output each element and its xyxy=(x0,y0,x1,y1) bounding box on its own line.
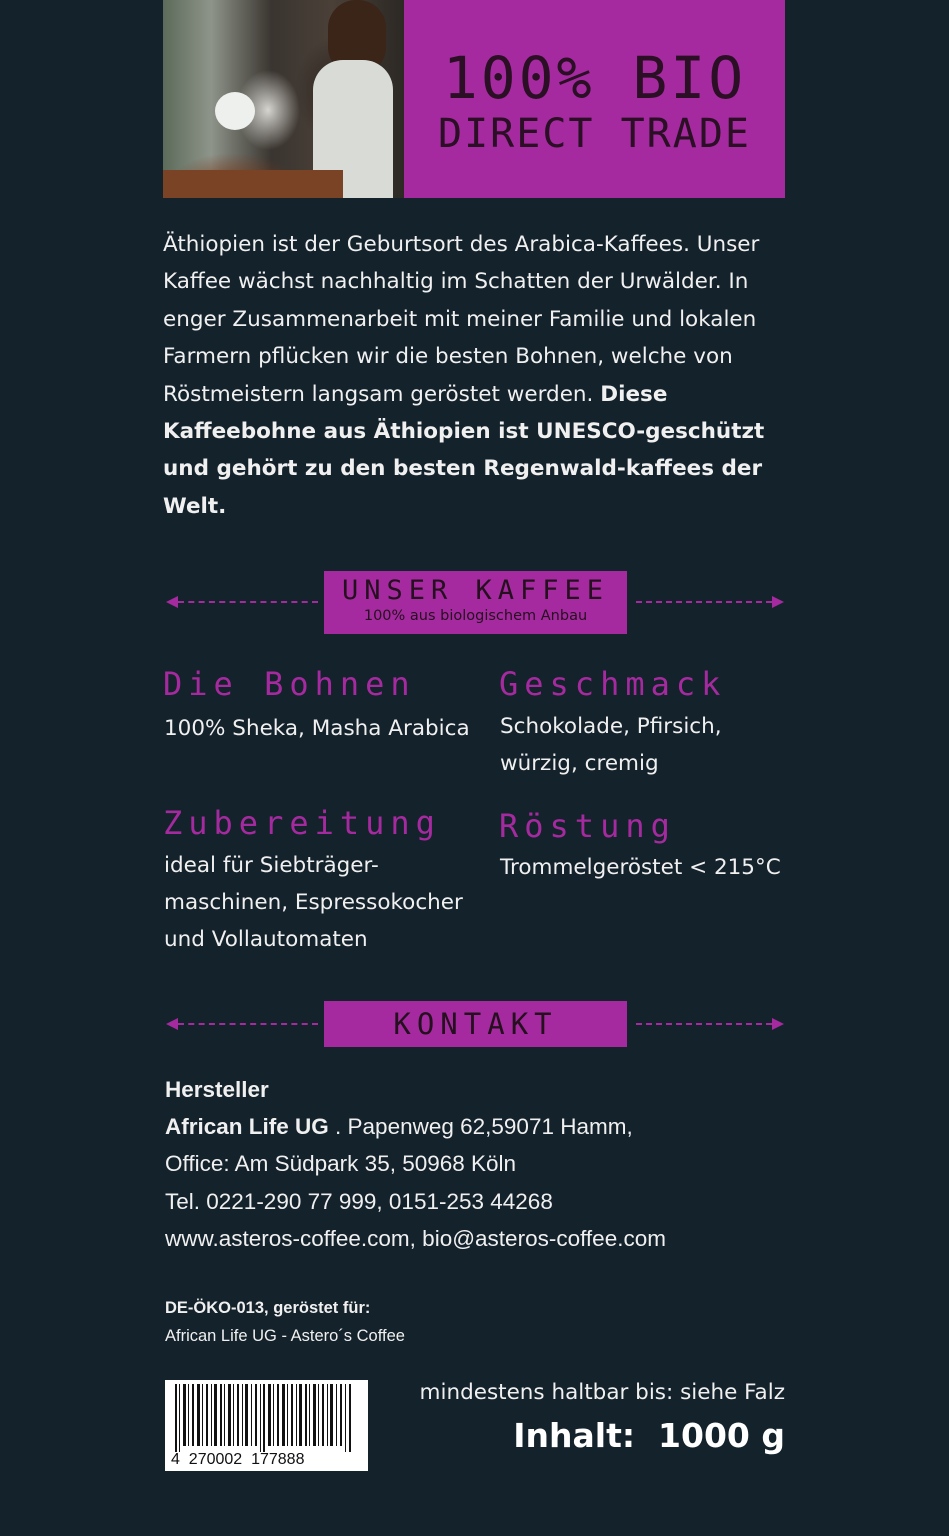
intro-paragraph xyxy=(163,226,785,525)
best-before-text: mindestens haltbar bis: siehe Falz xyxy=(419,1380,785,1405)
dashed-divider-left xyxy=(178,601,318,605)
dashed-divider-right xyxy=(636,1023,772,1027)
photo-coffee-pot xyxy=(215,92,255,130)
feature-beans-text: 100% Sheka, Masha Arabica xyxy=(164,716,470,741)
feature-prep-line3: und Vollautomaten xyxy=(164,927,368,952)
feature-prep-line2: maschinen, Espressokocher xyxy=(164,890,463,915)
contact-office: Office: Am Südpark 35, 50968 Köln xyxy=(165,1151,517,1177)
contact-phone: Tel. 0221-290 77 999, 0151-253 44268 xyxy=(165,1188,553,1214)
feature-roast-title: Röstung xyxy=(499,807,676,845)
feature-prep-line1: ideal für Siebträger- xyxy=(164,853,379,878)
section-title-contact: KONTAKT xyxy=(393,1007,558,1041)
contact-heading: Hersteller xyxy=(165,1077,269,1102)
contact-address: . Papenweg 62,59071 Hamm, xyxy=(328,1114,633,1140)
arrow-left-icon xyxy=(166,1018,178,1030)
contact-web-email: www.asteros-coffee.com, bio@asteros-coffee.com xyxy=(165,1225,666,1251)
intro-bold-text: Diese Kaffeebohne aus Äthiopien ist UNESCO-geschützt und gehört zu den besten Regenwald-kaffees der Welt. xyxy=(163,381,765,519)
feature-beans-title: Die Bohnen xyxy=(163,665,416,703)
dashed-divider-right xyxy=(636,601,772,605)
arrow-right-icon xyxy=(772,1018,784,1030)
banner-bio-text: 100% BIO xyxy=(442,44,747,112)
photo-table xyxy=(163,170,343,198)
feature-prep-title: Zubereitung xyxy=(163,804,441,842)
barcode-digits: 4 270002 177888 xyxy=(171,1451,305,1468)
feature-taste-title: Geschmack xyxy=(499,665,727,703)
coffee-ceremony-photo xyxy=(163,0,404,198)
contact-block xyxy=(165,1071,785,1257)
feature-taste-line2: würzig, cremig xyxy=(500,751,659,776)
banner-direct-trade-text: DIRECT TRADE xyxy=(438,111,751,157)
barcode-bars-icon xyxy=(165,1380,368,1452)
contents-weight: Inhalt: 1000 g xyxy=(513,1416,785,1455)
section-title-coffee: UNSER KAFFEE xyxy=(341,575,610,606)
section-subtitle-coffee: 100% aus biologischem Anbau xyxy=(363,608,588,624)
section-header-contact xyxy=(324,1001,627,1047)
contact-company: African Life UG xyxy=(165,1114,329,1140)
intro-text: Äthiopien ist der Geburtsort des Arabica-Kaffees. Unser Kaffee wächst nachhaltig im Schatten der Urwälder. In enger Zusammenarbeit mit meiner Familie und lokalen Farmern pflücken wir die besten Bohnen, welche von Röstmeistern langsam geröstet werden. xyxy=(163,232,760,407)
certification-code: DE-ÖKO-013, geröstet für: xyxy=(165,1299,371,1317)
arrow-left-icon xyxy=(166,596,178,608)
feature-taste-line1: Schokolade, Pfirsich, xyxy=(500,714,722,739)
barcode xyxy=(165,1380,368,1471)
arrow-right-icon xyxy=(772,596,784,608)
section-header-coffee xyxy=(324,571,627,634)
certification-roasted-for: African Life UG - Astero´s Coffee xyxy=(165,1327,405,1345)
feature-roast-text: Trommelgeröstet < 215°C xyxy=(500,855,781,880)
dashed-divider-left xyxy=(178,1023,318,1027)
